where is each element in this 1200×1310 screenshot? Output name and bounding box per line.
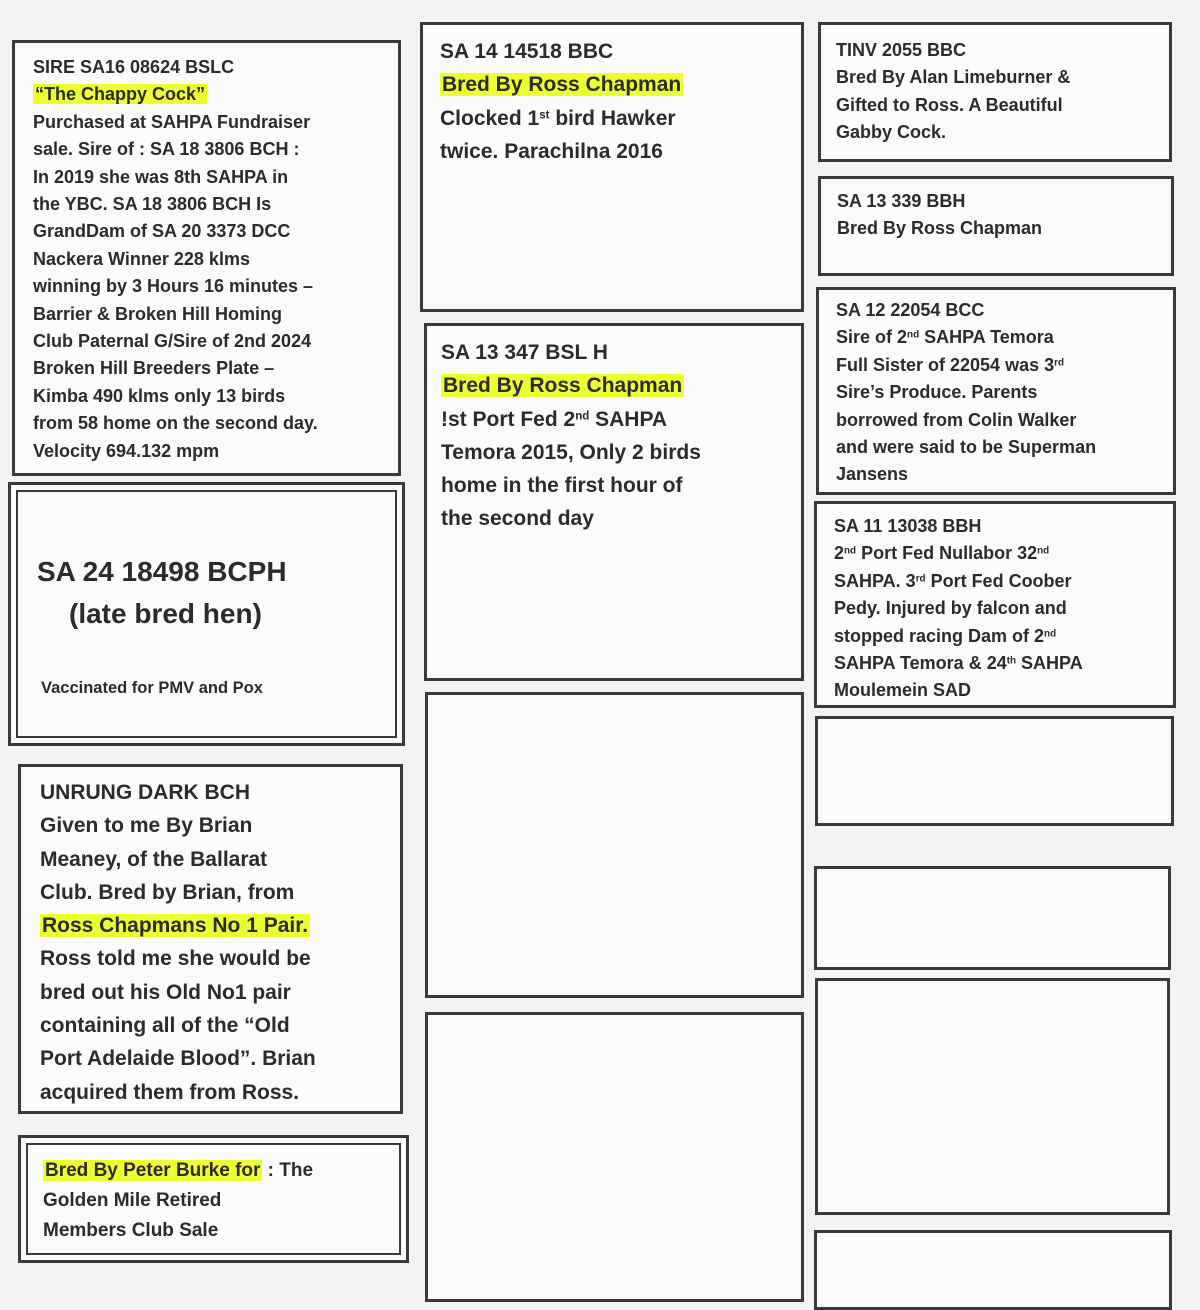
sire-dam-box	[424, 323, 804, 681]
ggp-box-1	[818, 22, 1172, 162]
sire-sire-bred: Bred By Ross Chapman	[442, 73, 682, 97]
dam-line: Ross Chapmans No 1 Pair.	[42, 914, 309, 938]
ggp-box-3	[816, 287, 1176, 495]
ggp-1-line: Gabby Cock.	[836, 122, 947, 143]
sire-line: Kimba 490 klms only 13 birds	[33, 385, 286, 406]
empty-pedigree-box	[425, 692, 804, 998]
ggp-4-line: SAHPA. 3rd Port Fed Coober	[834, 570, 1072, 591]
ggp-3-line: Jansens	[836, 464, 909, 485]
ggp-4-line: Pedy. Injured by falcon and	[834, 598, 1067, 619]
subject-vaccination-note: Vaccinated for PMV and Pox	[41, 679, 263, 697]
sire-line: Barrier & Broken Hill Homing	[33, 303, 283, 324]
empty-pedigree-box	[814, 866, 1171, 970]
ggp-1-line: Gifted to Ross. A Beautiful	[836, 94, 1063, 115]
sire-dam-ring: SA 13 347 BSL H	[441, 341, 608, 364]
ggp-4-line: Moulemein SAD	[834, 680, 972, 701]
subject-bird-box	[8, 482, 405, 746]
dam-line: acquired them from Ross.	[40, 1080, 300, 1104]
sire-dam-text	[441, 336, 701, 536]
sire-ring: SIRE SA16 08624 BSLC	[33, 57, 235, 77]
dam-line: Port Adelaide Blood”. Brian	[40, 1047, 316, 1071]
sire-line: Velocity 694.132 mpm	[33, 440, 220, 461]
sire-line: In 2019 she was 8th SAHPA in	[33, 166, 289, 187]
sire-sire-text	[440, 35, 683, 168]
breeder-line: Golden Mile Retired	[43, 1190, 222, 1211]
breeder-box	[18, 1135, 409, 1263]
ggp-3-line: borrowed from Colin Walker	[836, 409, 1077, 430]
ggp-box-2	[818, 176, 1174, 276]
ggp-3-line: Sire of 2nd SAHPA Temora	[836, 327, 1054, 348]
breeder-line: Bred By Peter Burke for : The	[45, 1160, 314, 1181]
ggp-3-line: and were said to be Superman	[836, 437, 1097, 458]
sire-line: Club Paternal G/Sire of 2nd 2024	[33, 331, 312, 352]
ggp-box-2-text	[837, 188, 1042, 243]
sire-sire-ring: SA 14 14518 BBC	[440, 40, 614, 63]
sire-line: Purchased at SAHPA Fundraiser	[33, 111, 311, 132]
dam-line: Meaney, of the Ballarat	[40, 847, 268, 871]
ggp-box-4	[814, 501, 1176, 708]
dam-box-text	[40, 776, 316, 1109]
empty-pedigree-box	[815, 978, 1170, 1215]
sire-box	[12, 40, 401, 476]
ggp-3-ring: SA 12 22054 BCC	[836, 300, 985, 320]
sire-line: winning by 3 Hours 16 minutes –	[33, 276, 314, 297]
sire-dam-line: the second day	[441, 507, 594, 531]
sire-line: Broken Hill Breeders Plate –	[33, 358, 275, 379]
sire-line: sale. Sire of : SA 18 3806 BCH :	[33, 139, 300, 160]
sire-sire-box	[420, 22, 804, 312]
ggp-4-ring: SA 11 13038 BBH	[834, 516, 982, 536]
ggp-box-1-text	[836, 37, 1070, 147]
empty-pedigree-box	[814, 1230, 1172, 1310]
dam-box	[18, 764, 403, 1114]
breeder-box-text	[43, 1156, 313, 1246]
ggp-4-line: 2nd Port Fed Nullabor 32nd	[834, 543, 1050, 564]
sire-box-text	[33, 54, 318, 465]
dam-ring: UNRUNG DARK BCH	[40, 781, 250, 804]
ggp-2-ring: SA 13 339 BBH	[837, 191, 966, 211]
sire-dam-bred: Bred By Ross Chapman	[443, 374, 683, 398]
sire-line: from 58 home on the second day.	[33, 413, 318, 434]
sire-nickname: “The Chappy Cock”	[35, 84, 206, 105]
ggp-box-4-text	[834, 513, 1083, 705]
sire-sire-line: Clocked 1st bird Hawker	[440, 106, 676, 130]
ggp-3-line: Full Sister of 22054 was 3rd	[836, 354, 1064, 375]
sire-line: GrandDam of SA 20 3373 DCC	[33, 221, 291, 242]
ggp-1-line: Bred By Alan Limeburner &	[836, 67, 1071, 88]
ggp-1-ring: TINV 2055 BBC	[836, 40, 967, 60]
sire-dam-line: !st Port Fed 2nd SAHPA	[441, 407, 668, 431]
ggp-4-line: stopped racing Dam of 2nd	[834, 625, 1057, 646]
ggp-2-line: Bred By Ross Chapman	[837, 218, 1043, 239]
sire-line: Nackera Winner 228 klms	[33, 248, 250, 269]
dam-line: bred out his Old No1 pair	[40, 980, 291, 1004]
subject-ring: SA 24 18498 BCPH	[37, 556, 287, 587]
sire-sire-line: twice. Parachilna 2016	[440, 139, 663, 163]
dam-line: containing all of the “Old	[40, 1014, 290, 1038]
sire-dam-line: Temora 2015, Only 2 birds	[441, 440, 701, 464]
dam-line: Ross told me she would be	[40, 947, 311, 971]
sire-line: the YBC. SA 18 3806 BCH Is	[33, 194, 272, 215]
dam-line: Given to me By Brian	[40, 814, 253, 838]
sire-dam-line: home in the first hour of	[441, 474, 683, 498]
ggp-3-line: Sire’s Produce. Parents	[836, 382, 1038, 403]
empty-pedigree-box	[815, 716, 1174, 826]
dam-line: Club. Bred by Brian, from	[40, 880, 295, 904]
subject-sex: (late bred hen)	[69, 598, 262, 629]
empty-pedigree-box	[425, 1012, 804, 1302]
ggp-4-line: SAHPA Temora & 24th SAHPA	[834, 653, 1083, 674]
ggp-box-3-text	[836, 297, 1096, 489]
breeder-line: Members Club Sale	[43, 1220, 219, 1241]
